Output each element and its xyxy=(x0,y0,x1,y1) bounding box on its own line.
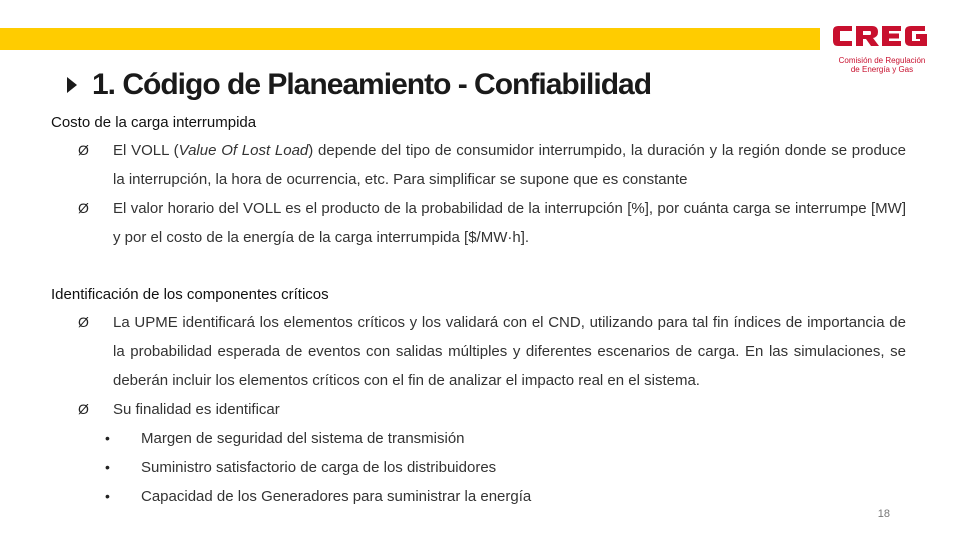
page-title: 1. Código de Planeamiento - Confiabilidad xyxy=(92,68,652,101)
dot-bullet-icon: • xyxy=(105,488,110,504)
voll-text-start: El VOLL ( xyxy=(113,142,179,159)
list-item: Suministro satisfactorio de carga de los distribuidores xyxy=(141,459,497,476)
upme-paragraph: La UPME identificará los elementos críticos y los validará con el CND, utilizando para tal fin índices de importancia de la probabilidad esperada de eventos con salidas múltiples y diferentes escenarios de carga. En las simulaciones, se deberán incluir los elementos críticos con el fin de analizar el impacto real en el sistema. xyxy=(113,314,906,389)
title-arrow-icon xyxy=(66,76,78,94)
list-item: Capacidad de los Generadores para suministrar la energía xyxy=(141,488,532,505)
page-number: 18 xyxy=(877,508,890,520)
section-heading-voll: Costo de la carga interrumpida xyxy=(51,114,257,131)
dot-bullet-icon: • xyxy=(105,430,110,446)
creg-logo xyxy=(828,20,938,80)
arrow-bullet-icon: Ø xyxy=(78,314,89,330)
creg-wordmark xyxy=(830,20,934,52)
voll-hourly-paragraph: El valor horario del VOLL es el producto de la probabilidad de la interrupción [%], por cuánta carga se interrumpe [MW] y por el costo de la energía de la carga interrumpida [$/MW·h]. xyxy=(113,200,906,246)
arrow-bullet-icon: Ø xyxy=(78,401,89,417)
arrow-bullet-icon: Ø xyxy=(78,200,89,216)
voll-text-end: ) depende del tipo de consumidor interrumpido, la duración y la región donde se produce la interrupción, la hora de ocurrencia, etc. Para simplificar se supone que es constante xyxy=(113,142,906,188)
arrow-bullet-icon: Ø xyxy=(78,142,89,158)
voll-definition-paragraph xyxy=(113,136,906,194)
purpose-paragraph: Su finalidad es identificar xyxy=(113,401,280,418)
dot-bullet-icon: • xyxy=(105,459,110,475)
top-accent-bar xyxy=(0,28,820,50)
logo-subtitle-line1: Comisión de Regulación xyxy=(838,56,926,65)
logo-subtitle-line2: de Energía y Gas xyxy=(850,65,914,74)
list-item: Margen de seguridad del sistema de transmisión xyxy=(141,430,465,447)
voll-emphasis: Value Of Lost Load xyxy=(178,142,309,159)
section-heading-critical-components: Identificación de los componentes críticos xyxy=(51,286,329,303)
